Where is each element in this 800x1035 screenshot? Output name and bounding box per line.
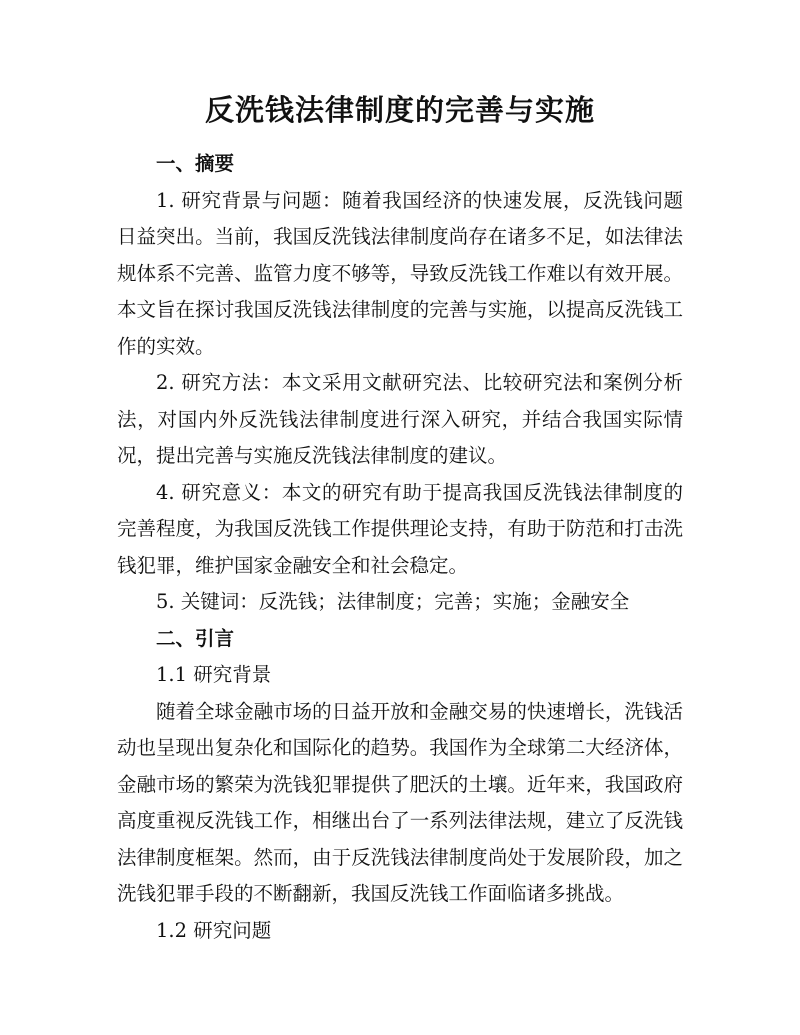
abstract-paragraph-method: 2. 研究方法：本文采用文献研究法、比较研究法和案例分析法，对国内外反洗钱法律制度进行深入研究，并结合我国实际情况，提出完善与实施反洗钱法律制度的建议。 <box>117 371 683 467</box>
abstract-paragraph-keywords: 5. 关键词：反洗钱；法律制度；完善；实施；金融安全 <box>156 590 630 613</box>
abstract-paragraph-background: 1. 研究背景与问题：随着我国经济的快速发展，反洗钱问题日益突出。当前，我国反洗钱法律制度尚存在诸多不足，如法律法规体系不完善、监管力度不够等，导致反洗钱工作难以有效开展。本文旨在探讨我国反洗钱法律制度的完善与实施，以提高反洗钱工作的实效。 <box>117 188 683 358</box>
subsection-heading-background: 1.1 研究背景 <box>156 663 272 686</box>
section-heading-introduction: 二、引言 <box>156 626 235 650</box>
subsection-heading-problem: 1.2 研究问题 <box>156 918 272 942</box>
document-title: 反洗钱法律制度的完善与实施 <box>204 93 595 127</box>
abstract-paragraph-significance: 4. 研究意义：本文的研究有助于提高我国反洗钱法律制度的完善程度，为我国反洗钱工作提供理论支持，有助于防范和打击洗钱犯罪，维护国家金融安全和社会稳定。 <box>117 480 683 577</box>
introduction-paragraph-background: 随着全球金融市场的日益开放和金融交易的快速增长，洗钱活动也呈现出复杂化和国际化的趋势。我国作为全球第二大经济体，金融市场的繁荣为洗钱犯罪提供了肥沃的土壤。近年来，我国政府高度重视反洗钱工作，相继出台了一系列法律法规，建立了反洗钱法律制度框架。然而，由于反洗钱法律制度尚处于发展阶段，加之洗钱犯罪手段的不断翻新，我国反洗钱工作面临诸多挑战。 <box>117 699 683 905</box>
section-heading-abstract: 一、摘要 <box>156 152 235 175</box>
document-body <box>117 146 683 949</box>
